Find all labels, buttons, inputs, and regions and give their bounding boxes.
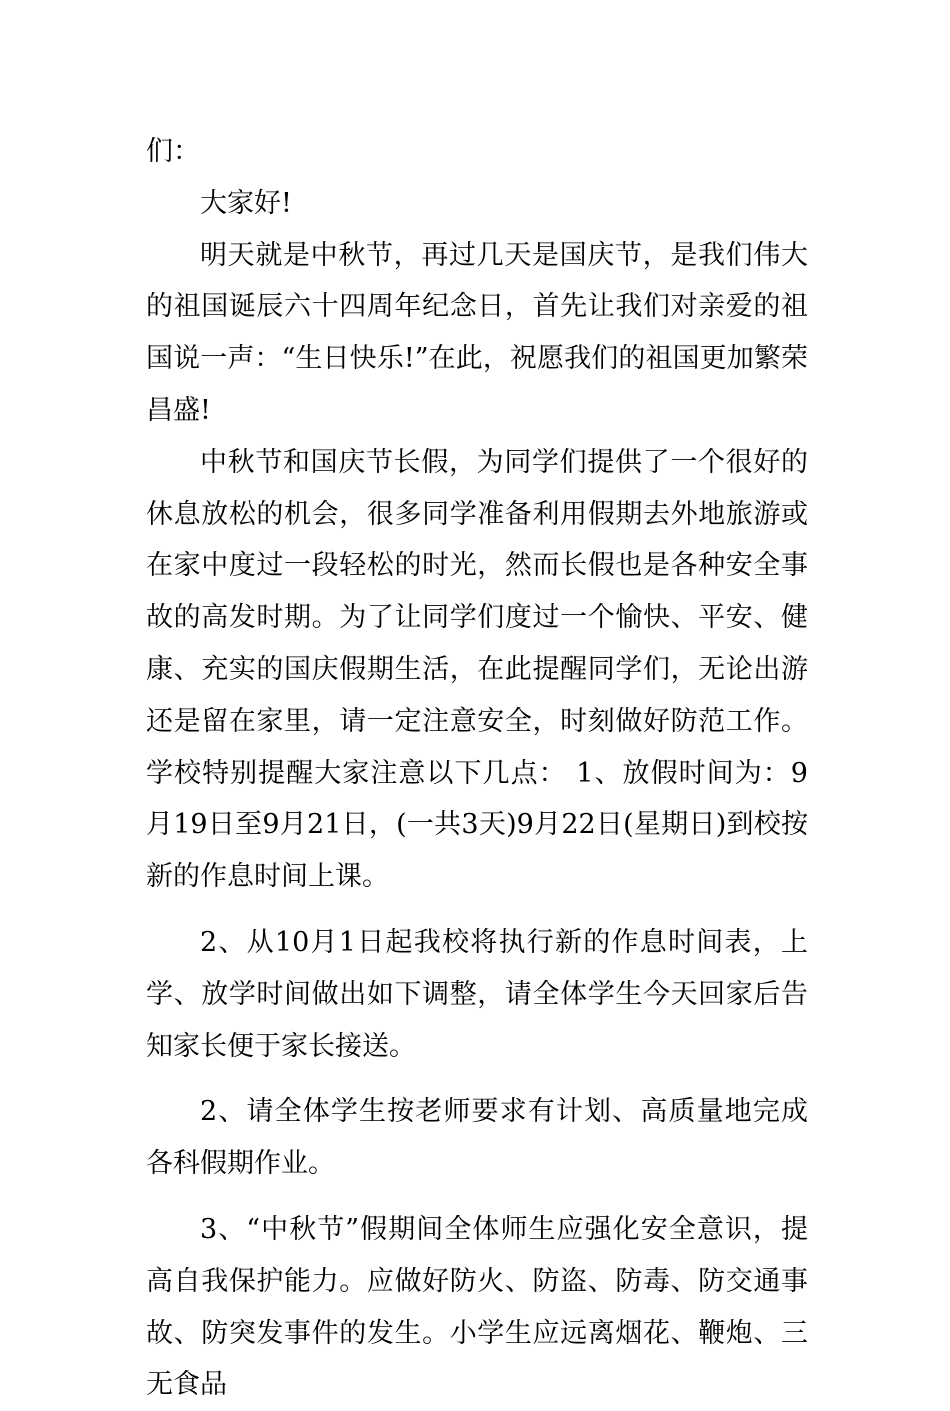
paragraph-salutation-tail: 们： (146, 136, 200, 167)
paragraph-gap (146, 1190, 808, 1204)
paragraph-schedule-change: 2、从10月1日起我校将执行新的作息时间表，上学、放学时间做出如下调整，请全体学生今天回家后告知家长便于家长接送。 (146, 926, 808, 1062)
paragraph-gap (146, 1072, 808, 1086)
paragraph-safety-awareness: 3、“中秋节”假期间全体师生应强化安全意识，提高自我保护能力。应做好防火、防盗、防毒、防交通事故、防突发事件的发生。小学生应远离烟花、鞭炮、三无食品 (146, 1213, 808, 1401)
paragraph-national-day: 明天就是中秋节，再过几天是国庆节，是我们伟大的祖国诞辰六十四周年纪念日，首先让我们对亲爱的祖国说一声：“生日快乐!”在此，祝愿我们的祖国更加繁荣昌盛! (146, 239, 808, 426)
paragraph-homework: 2、请全体学生按老师要求有计划、高质量地完成各科假期作业。 (146, 1096, 808, 1180)
paragraph-greeting: 大家好! (200, 187, 292, 219)
paragraph-holiday-safety: 中秋节和国庆节长假，为同学们提供了一个很好的休息放松的机会，很多同学准备利用假期去外地旅游或在家中度过一段轻松的时光，然而长假也是各种安全事故的高发时期。为了让同学们度过一个愉快、平安、健康、充实的国庆假期生活，在此提醒同学们，无论出游还是留在家里，请一定注意安全，时刻做好防范工作。学校特别提醒大家注意以下几点： 1、放假时间为：9月19日至9月21日，(一共3天)9月22日(星期日)到校按新的作息时间上课。 (146, 446, 808, 893)
paragraph-gap (146, 903, 808, 917)
document-body (146, 126, 808, 1411)
